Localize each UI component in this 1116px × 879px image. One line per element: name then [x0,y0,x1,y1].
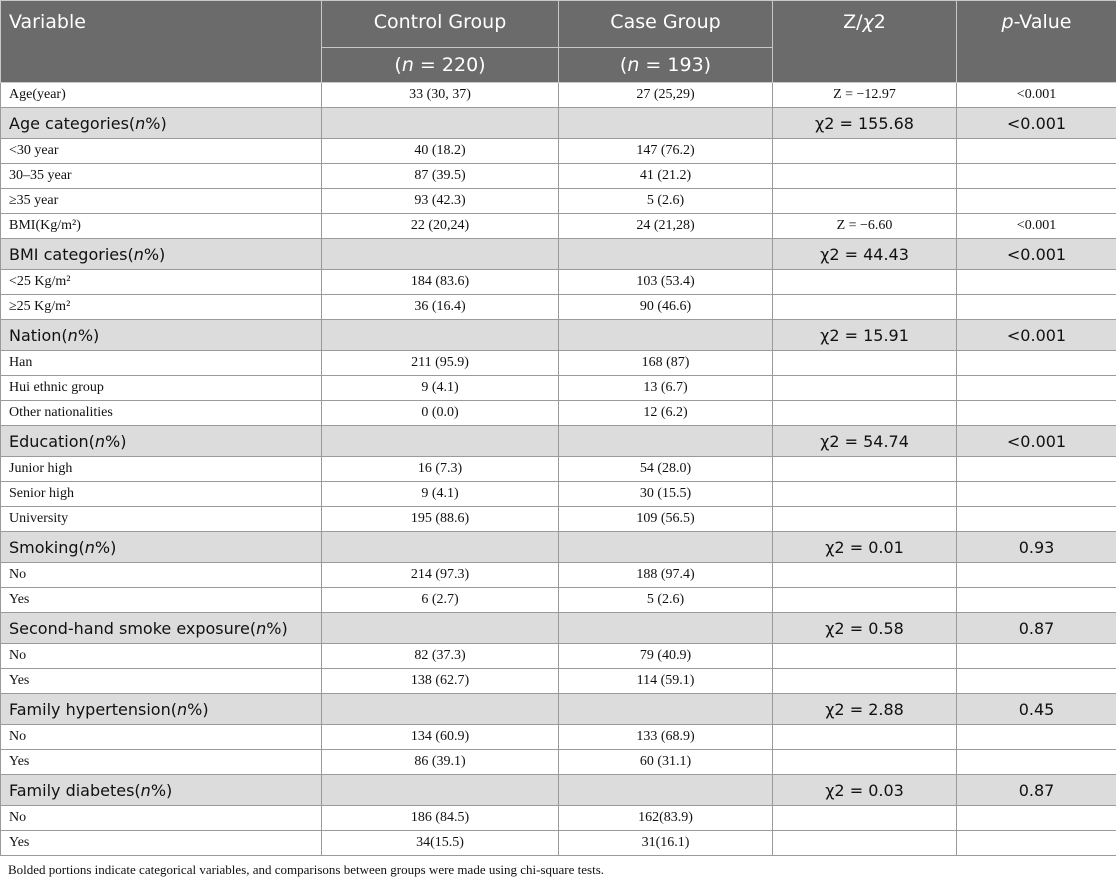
row-label: Education(n%) [1,426,322,457]
table-row [1,83,1116,108]
control-value: 86 (39.1) [322,750,559,775]
row-label: Second-hand smoke exposure(n%) [1,613,322,644]
row-label: <30 year [1,139,322,164]
control-value: 134 (60.9) [322,725,559,750]
table-row [1,139,1116,164]
p-value [957,669,1116,694]
category-row [1,320,1116,351]
case-value: 147 (76.2) [559,139,773,164]
row-label: University [1,507,322,532]
case-value: 79 (40.9) [559,644,773,669]
row-label: ≥25 Kg/m² [1,295,322,320]
table-row [1,806,1116,831]
statistic-value [773,831,957,856]
row-label: No [1,644,322,669]
control-value [322,108,559,139]
row-label: Smoking(n%) [1,532,322,563]
control-value [322,426,559,457]
p-value [957,139,1116,164]
p-value [957,806,1116,831]
case-value: 188 (97.4) [559,563,773,588]
case-value: 109 (56.5) [559,507,773,532]
p-value [957,750,1116,775]
category-row [1,532,1116,563]
table-row [1,214,1116,239]
case-value [559,426,773,457]
p-value [957,831,1116,856]
table-row [1,164,1116,189]
row-label: Yes [1,831,322,856]
row-label: BMI categories(n%) [1,239,322,270]
case-value: 27 (25,29) [559,83,773,108]
category-row [1,613,1116,644]
statistic-value: Z = −6.60 [773,214,957,239]
p-value [957,189,1116,214]
control-value: 9 (4.1) [322,482,559,507]
control-value: 214 (97.3) [322,563,559,588]
row-label: Family hypertension(n%) [1,694,322,725]
p-value: 0.87 [957,613,1116,644]
table-row [1,644,1116,669]
control-value: 40 (18.2) [322,139,559,164]
p-value [957,351,1116,376]
statistic-value: χ2 = 0.58 [773,613,957,644]
row-label: Yes [1,669,322,694]
control-value: 6 (2.7) [322,588,559,613]
p-value [957,563,1116,588]
table-row [1,457,1116,482]
statistic-value: χ2 = 54.74 [773,426,957,457]
row-label: No [1,725,322,750]
case-value: 103 (53.4) [559,270,773,295]
table-header [1,1,1116,83]
p-value [957,401,1116,426]
p-value [957,270,1116,295]
table-row [1,270,1116,295]
statistic-value [773,376,957,401]
case-value: 41 (21.2) [559,164,773,189]
table-row [1,482,1116,507]
case-value [559,775,773,806]
p-value [957,725,1116,750]
row-label: 30–35 year [1,164,322,189]
category-row [1,239,1116,270]
statistic-value: χ2 = 2.88 [773,694,957,725]
row-label: No [1,563,322,588]
control-value [322,532,559,563]
p-value: 0.45 [957,694,1116,725]
control-value [322,320,559,351]
statistic-value [773,482,957,507]
statistic-value [773,164,957,189]
table-body [1,83,1116,856]
row-label: Hui ethnic group [1,376,322,401]
case-value [559,320,773,351]
table-row [1,831,1116,856]
header-case-n: (n = 193) [559,48,773,83]
control-value: 184 (83.6) [322,270,559,295]
row-label: Yes [1,588,322,613]
statistic-value [773,507,957,532]
case-value [559,532,773,563]
table-row [1,669,1116,694]
case-value: 5 (2.6) [559,588,773,613]
case-value: 133 (68.9) [559,725,773,750]
p-value: <0.001 [957,108,1116,139]
case-value: 60 (31.1) [559,750,773,775]
row-label: No [1,806,322,831]
row-label: Family diabetes(n%) [1,775,322,806]
row-label: Yes [1,750,322,775]
case-value: 24 (21,28) [559,214,773,239]
statistic-value [773,750,957,775]
table-row [1,295,1116,320]
control-value: 211 (95.9) [322,351,559,376]
case-value [559,239,773,270]
control-value [322,613,559,644]
header-control-group: Control Group [322,1,559,48]
header-p-value: p-Value [957,1,1116,83]
statistic-value [773,189,957,214]
statistic-value [773,401,957,426]
control-value [322,775,559,806]
table-row [1,351,1116,376]
p-value [957,588,1116,613]
control-value: 87 (39.5) [322,164,559,189]
statistic-value: χ2 = 155.68 [773,108,957,139]
statistic-value: Z = −12.97 [773,83,957,108]
row-label: BMI(Kg/m²) [1,214,322,239]
case-value: 90 (46.6) [559,295,773,320]
statistic-value: χ2 = 0.03 [773,775,957,806]
row-label: Age categories(n%) [1,108,322,139]
p-value [957,376,1116,401]
statistic-value [773,644,957,669]
header-variable: Variable [1,1,322,83]
control-value: 186 (84.5) [322,806,559,831]
control-value: 0 (0.0) [322,401,559,426]
p-value: 0.87 [957,775,1116,806]
table-row [1,376,1116,401]
control-value: 93 (42.3) [322,189,559,214]
statistic-value [773,806,957,831]
statistic-value [773,295,957,320]
control-value: 16 (7.3) [322,457,559,482]
statistic-value [773,669,957,694]
control-value: 9 (4.1) [322,376,559,401]
header-control-n: (n = 220) [322,48,559,83]
row-label: Junior high [1,457,322,482]
statistic-value [773,588,957,613]
case-value: 31(16.1) [559,831,773,856]
p-value: <0.001 [957,320,1116,351]
statistic-value [773,457,957,482]
control-value: 33 (30, 37) [322,83,559,108]
p-value: <0.001 [957,214,1116,239]
statistic-value [773,725,957,750]
p-value [957,164,1116,189]
p-value [957,507,1116,532]
table-row [1,750,1116,775]
control-value: 36 (16.4) [322,295,559,320]
statistic-value [773,351,957,376]
case-value: 5 (2.6) [559,189,773,214]
case-value [559,613,773,644]
table-row [1,588,1116,613]
row-label: ≥35 year [1,189,322,214]
control-value: 34(15.5) [322,831,559,856]
case-value: 12 (6.2) [559,401,773,426]
control-value: 82 (37.3) [322,644,559,669]
row-label: <25 Kg/m² [1,270,322,295]
case-value [559,108,773,139]
table-row [1,507,1116,532]
table-footnote: Bolded portions indicate categorical variables, and comparisons between groups were made using chi-square tests. [8,862,605,877]
header-case-group: Case Group [559,1,773,48]
statistic-value: χ2 = 44.43 [773,239,957,270]
table-row [1,725,1116,750]
case-value: 30 (15.5) [559,482,773,507]
p-value: <0.001 [957,426,1116,457]
header-statistic: Z/χ2 [773,1,957,83]
row-label: Han [1,351,322,376]
category-row [1,426,1116,457]
p-value: <0.001 [957,83,1116,108]
control-value [322,694,559,725]
case-value [559,694,773,725]
case-value: 114 (59.1) [559,669,773,694]
control-value [322,239,559,270]
statistic-value: χ2 = 15.91 [773,320,957,351]
case-value: 13 (6.7) [559,376,773,401]
row-label: Nation(n%) [1,320,322,351]
p-value [957,295,1116,320]
control-value: 22 (20,24) [322,214,559,239]
category-row [1,108,1116,139]
table-row [1,189,1116,214]
case-value: 54 (28.0) [559,457,773,482]
row-label: Age(year) [1,83,322,108]
row-label: Senior high [1,482,322,507]
control-value: 138 (62.7) [322,669,559,694]
category-row [1,775,1116,806]
statistic-value [773,563,957,588]
table-row [1,563,1116,588]
p-value [957,482,1116,507]
p-value [957,644,1116,669]
case-value: 168 (87) [559,351,773,376]
control-value: 195 (88.6) [322,507,559,532]
statistic-value [773,270,957,295]
p-value [957,457,1116,482]
table-row [1,401,1116,426]
row-label: Other nationalities [1,401,322,426]
statistic-value: χ2 = 0.01 [773,532,957,563]
p-value: <0.001 [957,239,1116,270]
statistic-value [773,139,957,164]
p-value: 0.93 [957,532,1116,563]
category-row [1,694,1116,725]
case-value: 162(83.9) [559,806,773,831]
